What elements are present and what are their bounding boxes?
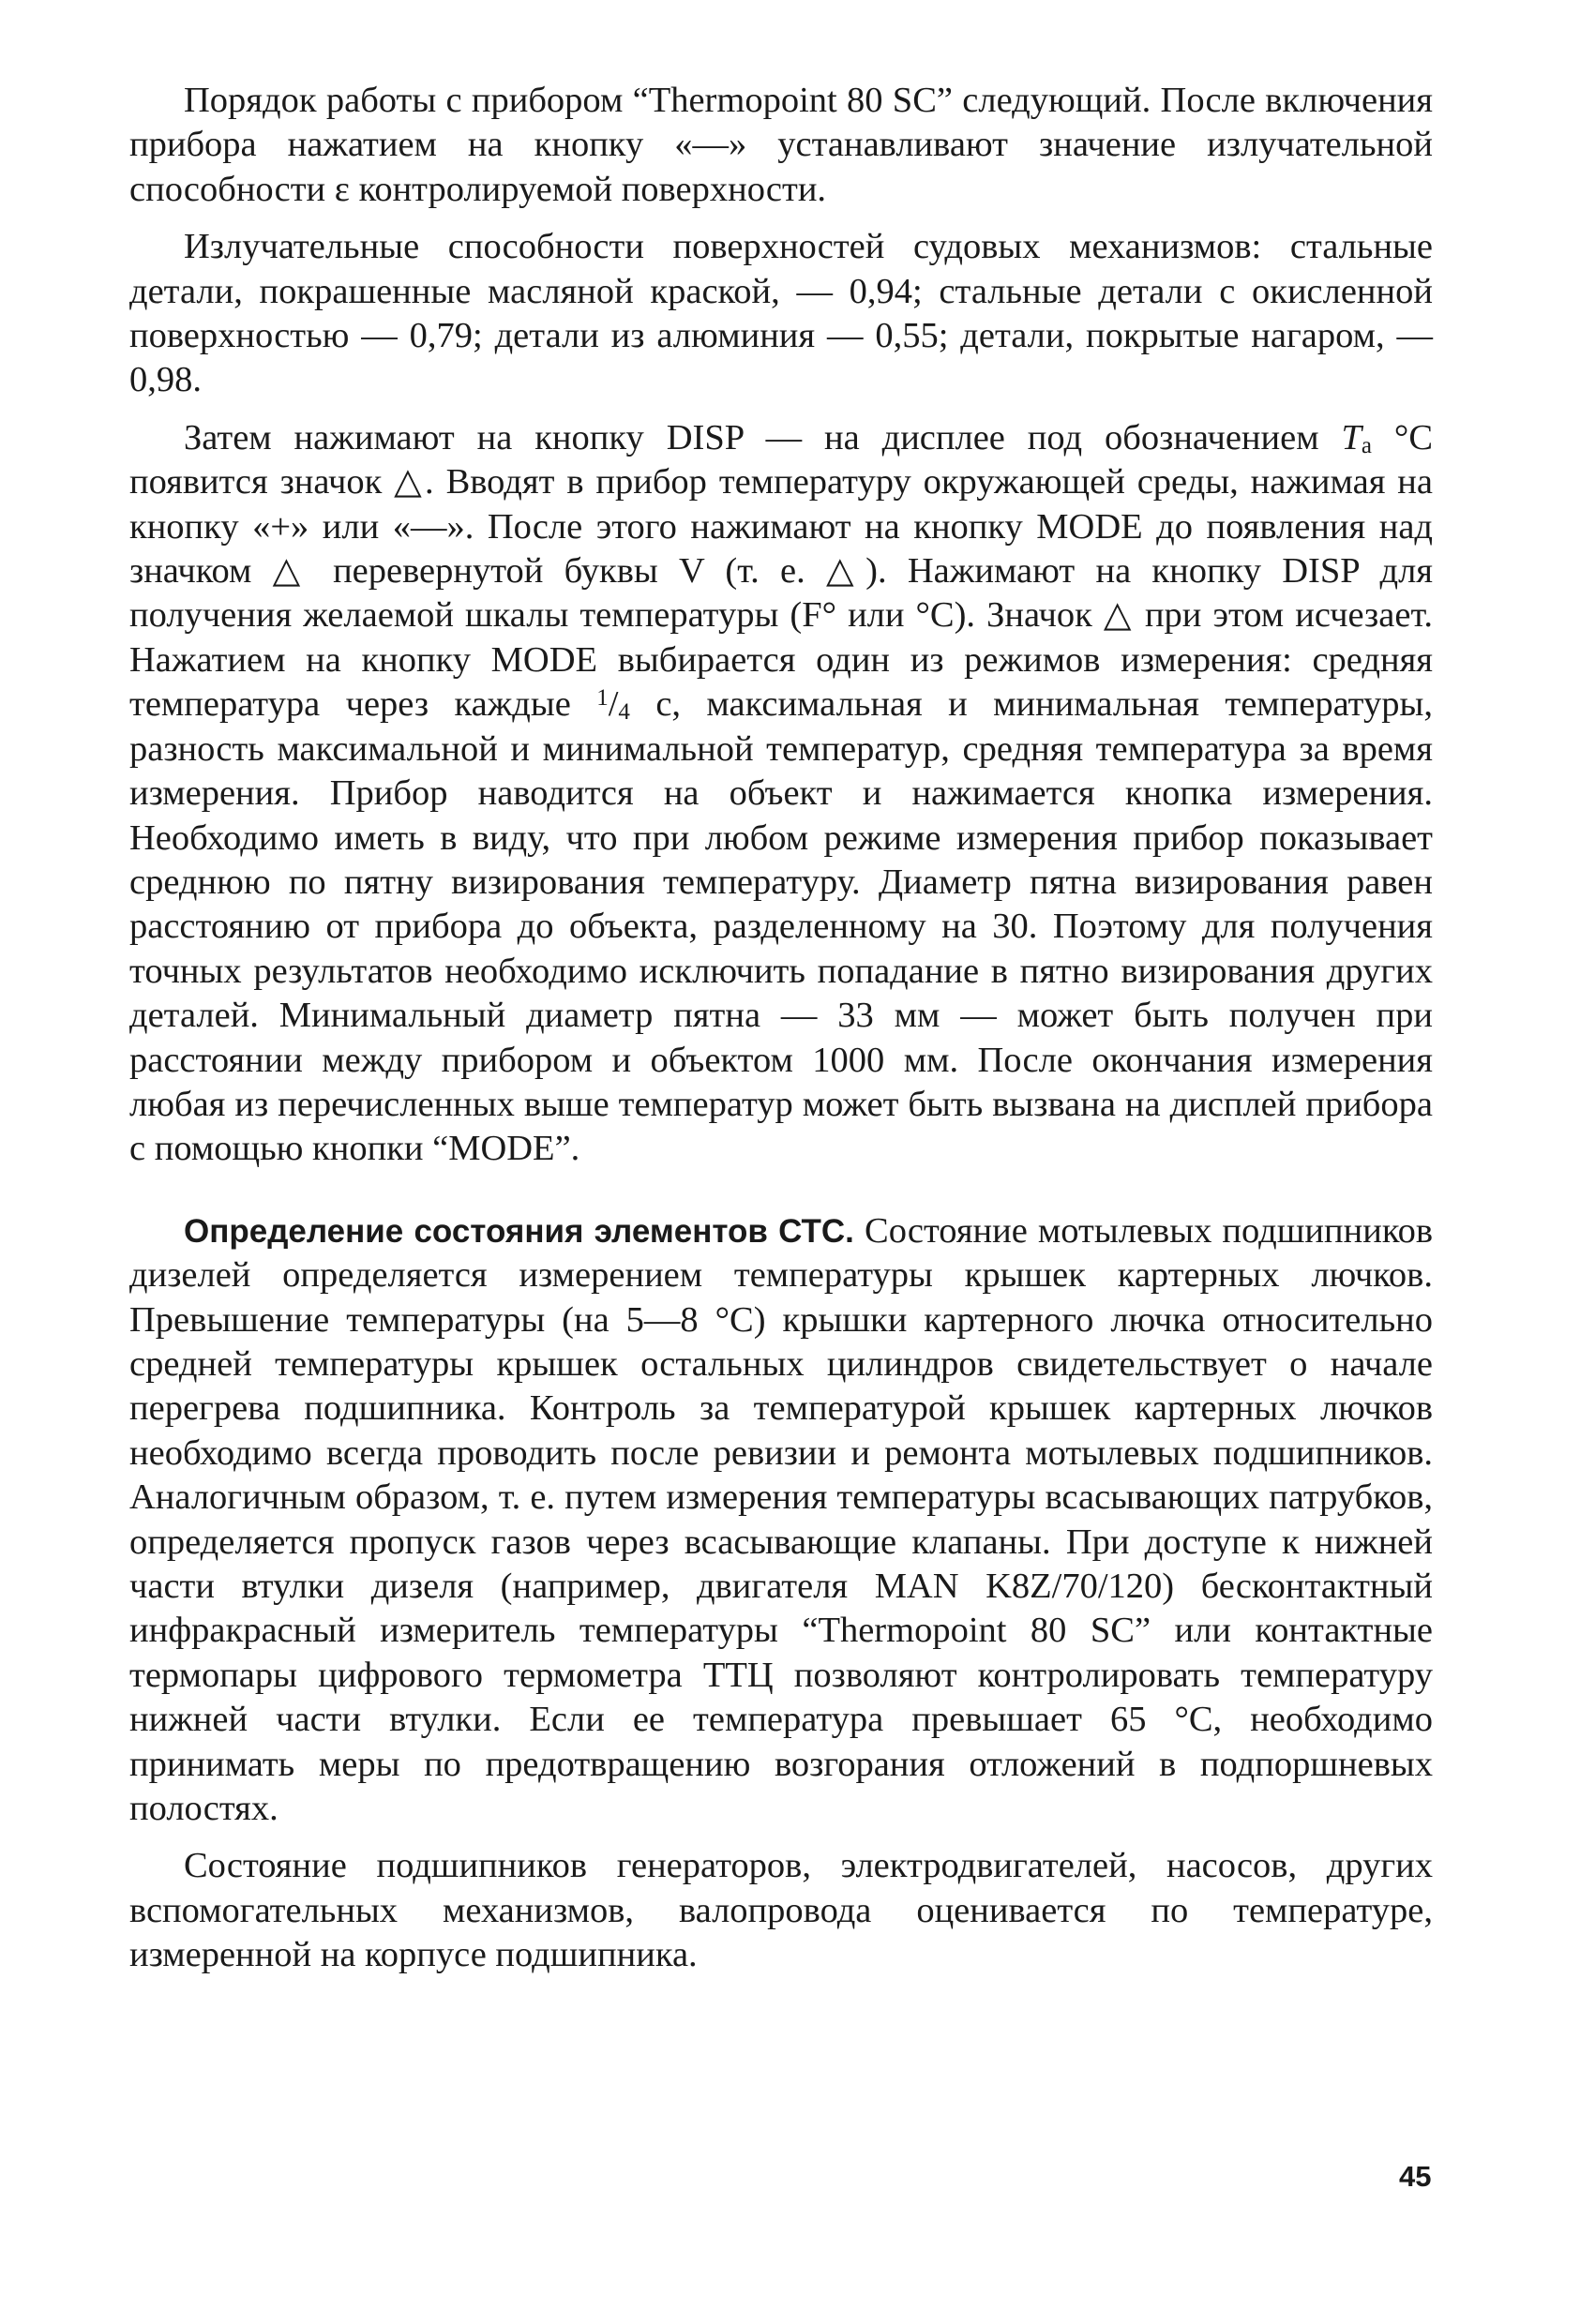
- paragraph-text: Излучательные способности поверхностей судовых механизмов: стальные детали, покрашенные масляной краской, — 0,94; стальные детали с окисленной поверхностью — 0,79; детали из алюминия — 0,55; детали, покрытые нагаром, — 0,98.: [129, 227, 1433, 400]
- paragraph-text: с, максимальная и минимальная температуры, разность максимальной и минимальной температур, средняя температура за время измерения. Прибор наводится на объект и нажимается кнопка измерения. Необходимо иметь в виду, что при любом режиме измерения прибор показывает среднюю по пятну визирования температуру. Диаметр пятна визирования равен расстоянию от прибора до объекта, разделенному на 30. Поэтому для получения точных результатов необходимо исключить попадание в пятно визирования других деталей. Минимальный диаметр пятна — 33 мм — может быть получен при расстоянии между прибором и объектом 1000 мм. После окончания измерения любая из перечисленных выше температур может быть вызвана на дисплей прибора с помощью кнопки “MODE”.: [129, 684, 1433, 1169]
- paragraph-bearings: [129, 1844, 1433, 1977]
- paragraph-text: Порядок работы с прибором “Thermopoint 80 SC” следующий. После включения прибора нажатием на кнопку «—» устанавливают значение излучательной способности ε контролируемой поверхности.: [129, 81, 1433, 209]
- paragraph-text: °C появится значок △. Вводят в прибор температуру окружающей среды, нажимая на кнопку «+» или «—». После этого нажимают на кнопку MODE до появления над значком △ перевернутой буквы V (т. е. △). Нажимают на кнопку DISP для получения желаемой шкалы температуры (F° или °C). Значок △ при этом исчезает. Нажатием на кнопку MODE выбирается один из режимов измерения: средняя температура через каждые: [129, 417, 1433, 725]
- paragraph-operation: [129, 416, 1433, 1172]
- ta-subscript: a: [1361, 432, 1373, 458]
- page-body: [129, 79, 1433, 1991]
- paragraph-text: Затем нажимают на кнопку DISP — на дисплее под обозначением: [184, 417, 1342, 457]
- paragraph-procedure: [129, 79, 1433, 212]
- fraction-denominator: 4: [618, 699, 630, 726]
- page-number: 45: [1399, 2160, 1432, 2193]
- paragraph-text: Состояние мотылевых подшипников дизелей определяется измерением температуры крышек картерных лючков. Превышение температуры (на 5—8 °C) крышки картерного лючка относительно средней температуры крышек остальных цилиндров свидетельствует о начале перегрева подшипника. Контроль за температурой крышек картерных лючков необходимо всегда проводить после ревизии и ремонта мотылевых подшипников. Аналогичным образом, т. е. путем измерения температуры всасывающих патрубков, определяется пропуск газов через всасывающие клапаны. При доступе к нижней части втулки дизеля (например, двигателя MAN K8Z/70/120) бесконтактный инфракрасный измеритель температуры “Thermopoint 80 SC” или контактные термопары цифрового термометра ТТЦ позволяют контролировать температуру нижней части втулки. Если ее температура превышает 65 °C, необходимо принимать меры по предотвращению возгорания отложений в подпоршневых полостях.: [129, 1210, 1433, 1829]
- section-heading: Определение состояния элементов СТС.: [184, 1212, 854, 1250]
- paragraph-stc-condition: [129, 1209, 1433, 1832]
- ta-symbol: T: [1341, 417, 1362, 457]
- paragraph-text: Состояние подшипников генераторов, электродвигателей, насосов, других вспомогательных механизмов, валопровода оценивается по температуре, измеренной на корпусе подшипника.: [129, 1846, 1433, 1975]
- fraction-slash: /: [608, 684, 619, 725]
- paragraph-emissivity: [129, 225, 1433, 403]
- fraction-numerator: 1: [596, 685, 609, 712]
